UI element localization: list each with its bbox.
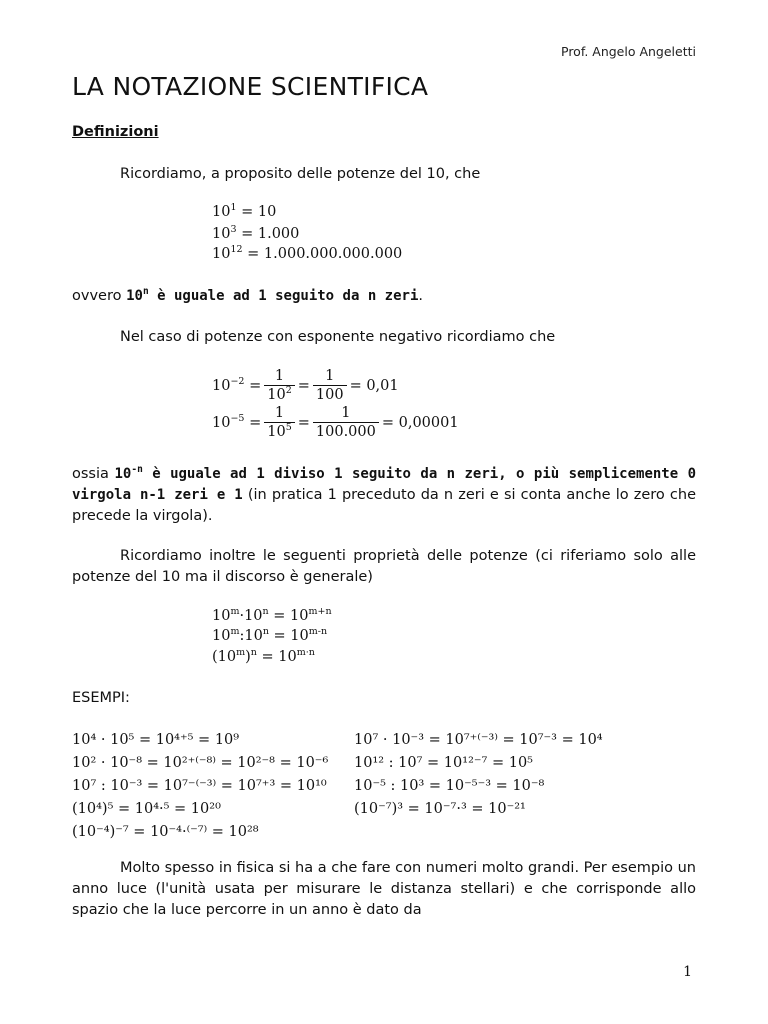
- fraction-numerator: 1: [264, 368, 295, 386]
- fraction: [264, 368, 295, 404]
- property-operator: ): [245, 649, 251, 665]
- rule-exponent: n: [142, 286, 149, 297]
- denominator-exponent: 5: [285, 422, 292, 433]
- power-equation: [212, 204, 276, 220]
- rule-suffix: .: [418, 288, 423, 304]
- closing-paragraph: Molto spesso in fisica si ha a che fare con numeri molto grandi. Per esempio un anno luce (l'unità usata per misurare le distanza stellari) e che corrisponde allo spazio che la luce percorre in un anno è dato da: [72, 860, 696, 918]
- power-exponent: 3: [230, 224, 237, 235]
- neg-base: 10: [212, 378, 231, 394]
- negative-power-equation: $10^{-2}$ = $\frac{1}{10^2}$ = $\frac{1}{100}$ = 0,01: [212, 368, 399, 403]
- example-equation: 10⁷ · 10⁻³ = 10⁷⁺⁽⁻³⁾ = 10⁷⁻³ = 10⁴: [354, 732, 603, 748]
- example-equation: 10¹² : 10⁷ = 10¹²⁻⁷ = 10⁵: [354, 755, 533, 771]
- example-equation: (10⁴)⁵ = 10⁴·⁵ = 10²⁰: [72, 801, 221, 817]
- property-equation: [212, 608, 332, 624]
- property-exponent: n: [250, 647, 257, 658]
- fraction-denominator: 10: [267, 424, 286, 440]
- property-term: (10: [212, 649, 237, 665]
- power-base: 10: [212, 246, 231, 262]
- example-equation: 10⁻⁵ : 10³ = 10⁻⁵⁻³ = 10⁻⁸: [354, 778, 545, 794]
- decimal-result: = 0,00001: [381, 415, 459, 431]
- examples-heading: ESEMPI:: [72, 690, 130, 706]
- negative-exponent-rule: [72, 464, 696, 527]
- negative-power-equation: $10^{-5}$ = $\frac{1}{10^5}$ = $\frac{1}{100.000}$ = 0,00001: [212, 405, 459, 440]
- property-equation: [212, 628, 327, 644]
- property-operator: :: [239, 628, 245, 644]
- example-equation: (10⁻⁴)⁻⁷ = 10⁻⁴·⁽⁻⁷⁾ = 10²⁸: [72, 824, 259, 840]
- property-exponent: m: [230, 626, 240, 637]
- property-exponent: n: [262, 626, 269, 637]
- decimal-result: = 0,01: [349, 378, 399, 394]
- property-result: = 10: [256, 649, 297, 665]
- rule-bold: [126, 288, 418, 304]
- example-equation: 10⁴ · 10⁵ = 10⁴⁺⁵ = 10⁹: [72, 732, 240, 748]
- fraction-numerator: 1: [313, 405, 379, 423]
- property-operator: ·: [239, 608, 245, 624]
- document-title: LA NOTAZIONE SCIENTIFICA: [72, 72, 429, 101]
- fraction-denominator: 100.000: [315, 424, 376, 440]
- rule-prefix: ovvero: [72, 288, 127, 304]
- example-equation: 10⁷ : 10⁻³ = 10⁷⁻⁽⁻³⁾ = 10⁷⁺³ = 10¹⁰: [72, 778, 327, 794]
- property-exponent: n: [262, 606, 269, 617]
- property-term: 10: [244, 628, 263, 644]
- fraction-numerator: 1: [264, 405, 295, 423]
- fraction: [264, 405, 295, 441]
- rule-base: 10: [114, 466, 132, 482]
- property-exponent: m: [230, 606, 240, 617]
- neg-exponent: −5: [230, 413, 245, 424]
- power-base: 10: [212, 226, 231, 242]
- rule-prefix: ossia: [72, 466, 115, 482]
- property-equation: [212, 649, 315, 665]
- denominator-exponent: 2: [285, 385, 292, 396]
- example-equation: 10² · 10⁻⁸ = 10²⁺⁽⁻⁸⁾ = 10²⁻⁸ = 10⁻⁶: [72, 755, 329, 771]
- property-result: = 10: [268, 608, 309, 624]
- rule-exponent: -n: [131, 464, 143, 475]
- power-base: 10: [212, 204, 231, 220]
- positive-exponent-rule: [72, 286, 696, 307]
- header-author: Prof. Angelo Angeletti: [561, 44, 696, 59]
- rule-base: 10: [126, 288, 143, 304]
- property-result-exponent: m+n: [308, 606, 332, 617]
- intro-paragraph: Ricordiamo, a proposito delle potenze del 10, che: [120, 166, 481, 182]
- property-term: 10: [212, 628, 231, 644]
- property-exponent: m: [236, 647, 246, 658]
- property-result: = 10: [268, 628, 309, 644]
- fraction-denominator: 100: [315, 387, 344, 403]
- fraction: [313, 405, 379, 441]
- property-result-exponent: m-n: [308, 626, 328, 637]
- rule-explanation: (in pratica 1 preceduto da n zeri e si conta anche lo zero che precede la virgola).: [72, 487, 696, 524]
- property-term: 10: [212, 608, 231, 624]
- power-exponent: 1: [230, 202, 237, 213]
- power-value: = 1.000.000.000.000: [242, 246, 403, 262]
- negative-exponent-intro: Nel caso di potenze con esponente negativo ricordiamo che: [120, 329, 556, 345]
- neg-base: 10: [212, 415, 231, 431]
- power-value: = 1.000: [236, 226, 300, 242]
- rule-bold-text: è uguale ad 1 diviso 1 seguito da n zeri, o più semplicemente 0 virgola n-1 zeri e 1: [72, 466, 697, 503]
- rule-bold-text: è uguale ad 1 seguito da n zeri: [148, 288, 419, 304]
- fraction-denominator: 10: [267, 387, 286, 403]
- properties-intro: Ricordiamo inoltre le seguenti proprietà delle potenze (ci riferiamo solo alle potenze del 10 ma il discorso è generale): [72, 548, 696, 585]
- examples-right-column: [354, 729, 603, 821]
- page-number: 1: [683, 964, 692, 980]
- fraction-numerator: 1: [313, 368, 347, 386]
- examples-left-column: [72, 729, 328, 844]
- section-heading: Definizioni: [72, 124, 159, 140]
- power-value: = 10: [236, 204, 277, 220]
- property-term: 10: [244, 608, 263, 624]
- power-exponent: 12: [230, 244, 243, 255]
- example-equation: (10⁻⁷)³ = 10⁻⁷·³ = 10⁻²¹: [354, 801, 526, 817]
- neg-exponent: −2: [230, 376, 245, 387]
- property-result-exponent: m·n: [296, 647, 315, 658]
- fraction: [313, 368, 347, 404]
- power-equation: [212, 246, 402, 262]
- power-equation: [212, 226, 299, 242]
